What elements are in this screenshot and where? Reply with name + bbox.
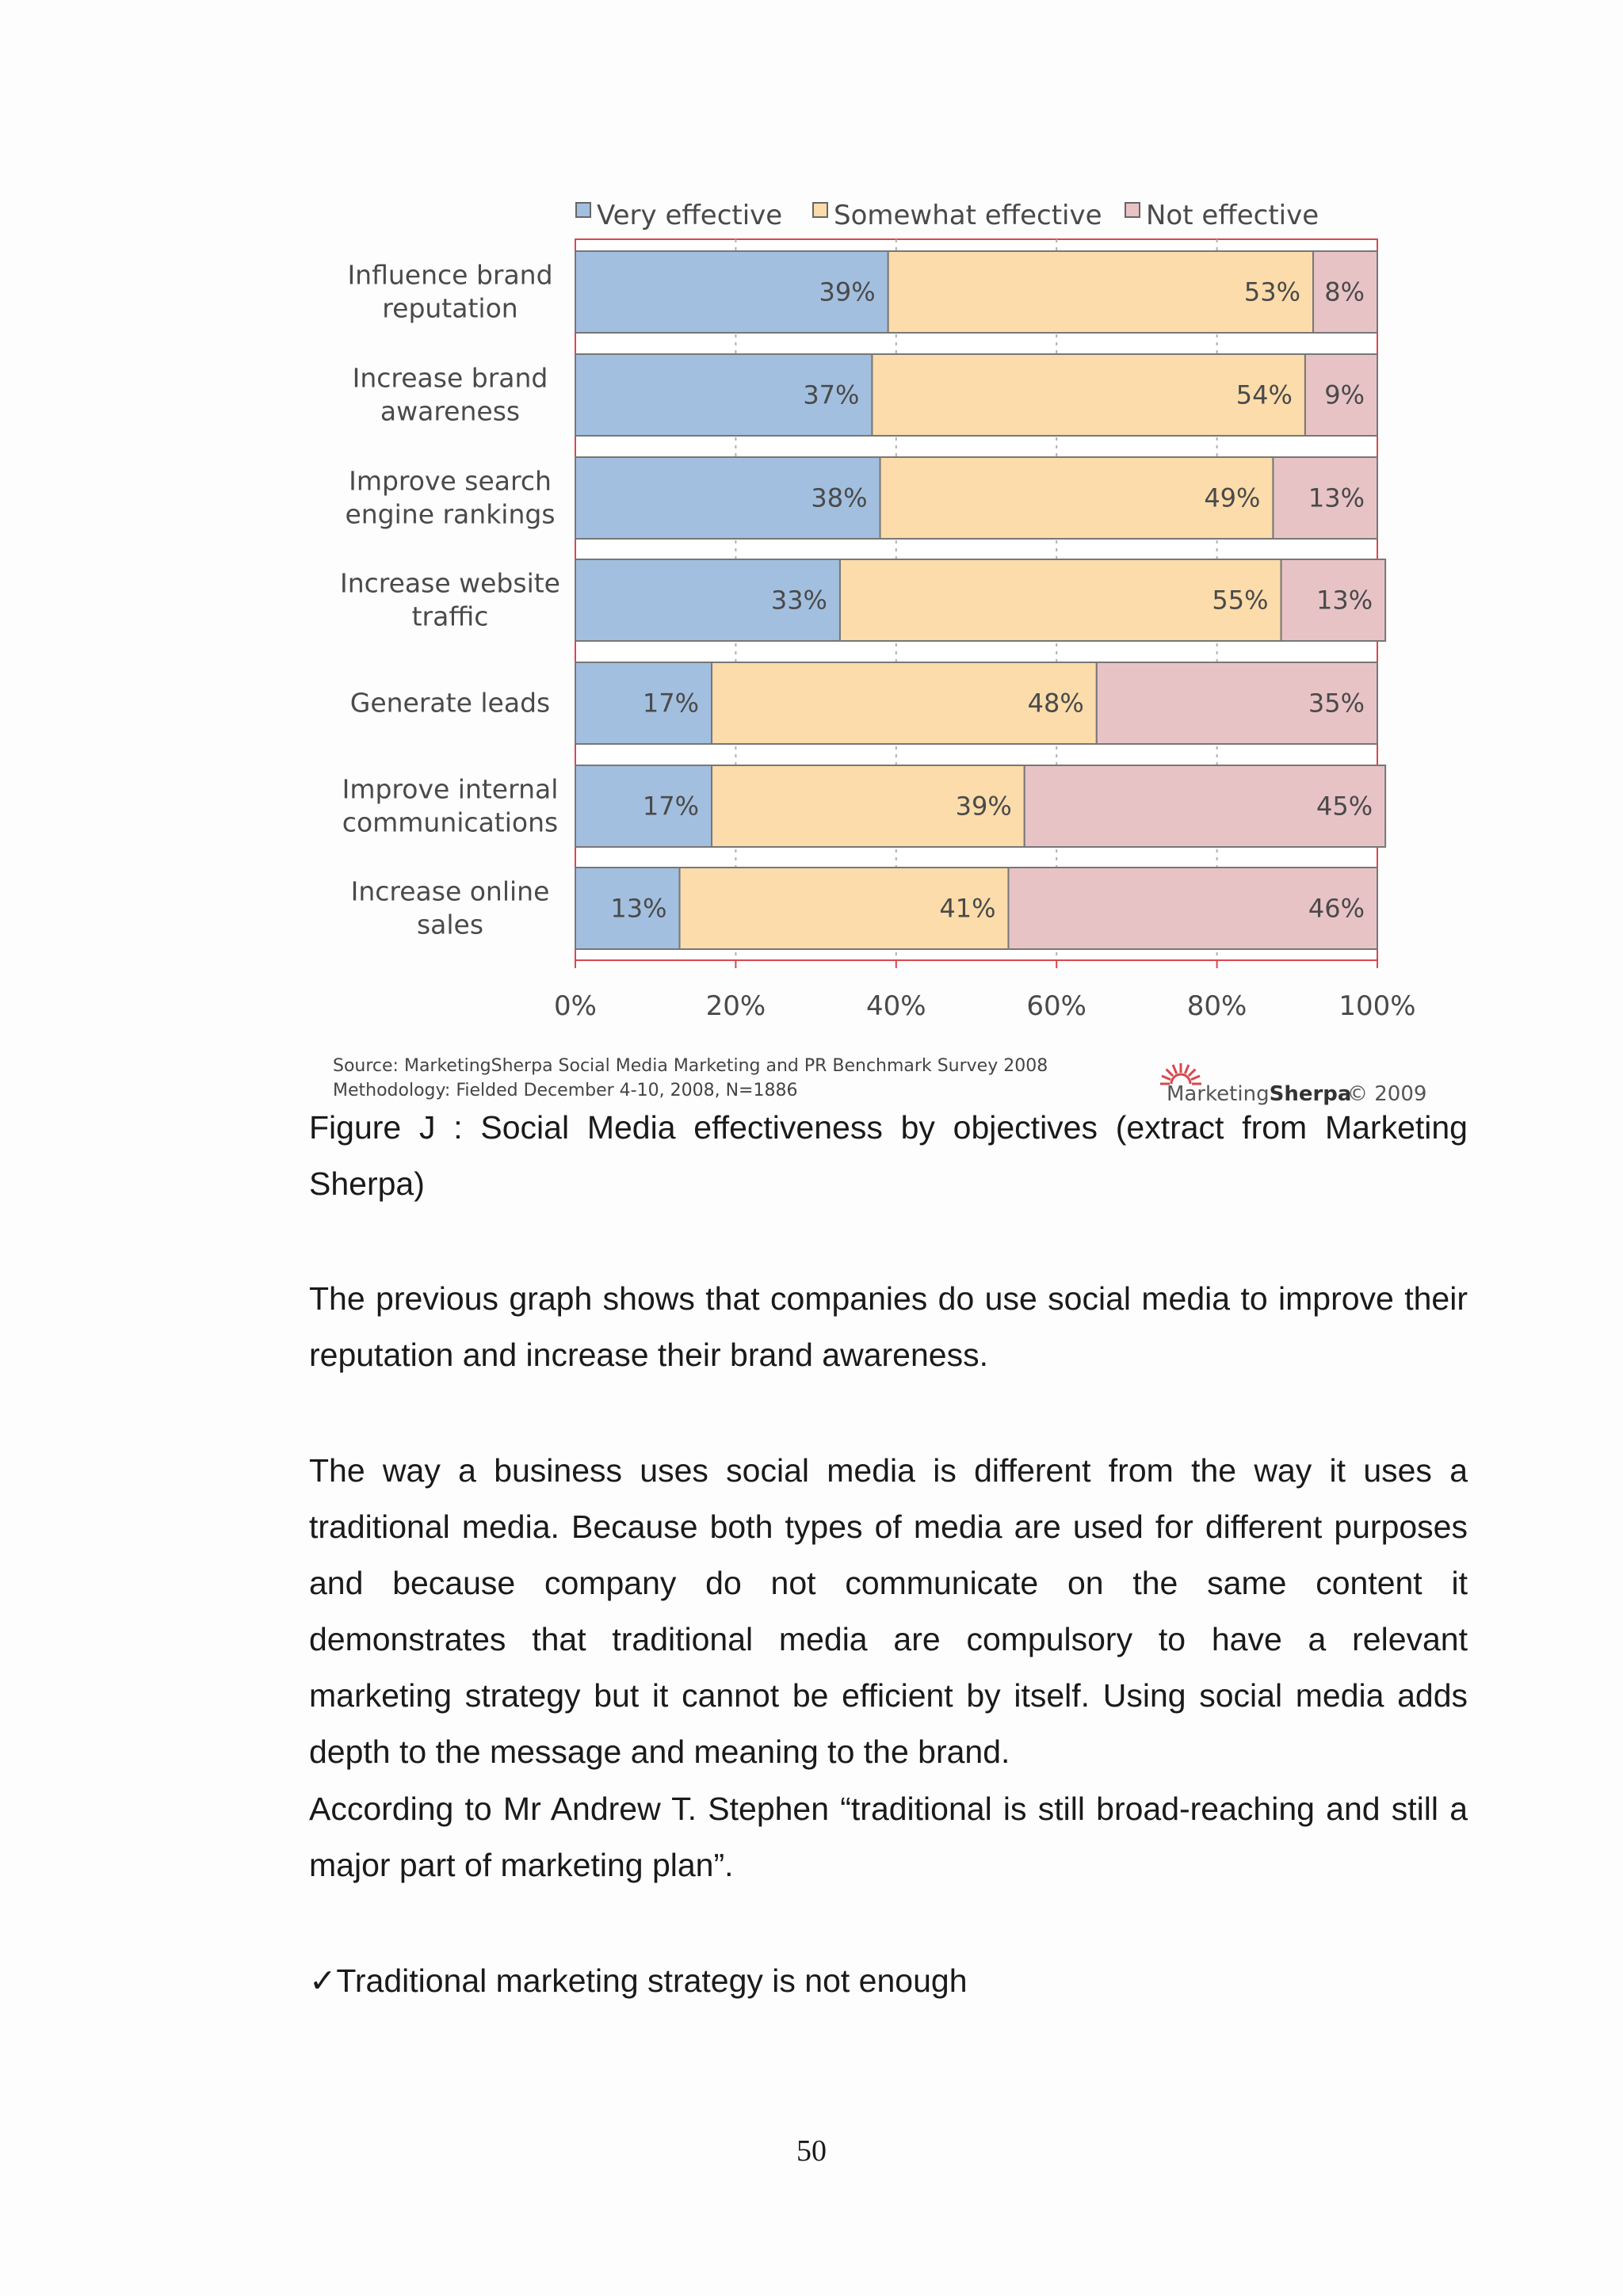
figure-caption bbox=[309, 1100, 1468, 1212]
data-label: 17% bbox=[642, 688, 700, 719]
paragraph-1 bbox=[309, 1271, 1468, 1383]
bar-chart bbox=[317, 182, 1442, 1133]
category-label-line: sales bbox=[416, 909, 484, 940]
data-label: 54% bbox=[1235, 379, 1293, 410]
data-label: 39% bbox=[955, 791, 1012, 822]
para1-line: The previous graph shows that companies do use social media to improve their bbox=[309, 1280, 1468, 1317]
category-label-line: communications bbox=[342, 807, 559, 838]
x-tick-label: 100% bbox=[1338, 990, 1416, 1022]
x-tick-label: 60% bbox=[1026, 990, 1086, 1022]
logo-part-2: Sherpa bbox=[1269, 1082, 1352, 1106]
data-label: 48% bbox=[1027, 688, 1084, 719]
chart-plot-area bbox=[340, 239, 1416, 1022]
category-label-line: Improve internal bbox=[342, 773, 559, 805]
legend-label: Not effective bbox=[1146, 200, 1319, 231]
logo-part-1: Marketing bbox=[1167, 1082, 1270, 1106]
para1-line: reputation and increase their brand awareness. bbox=[309, 1337, 988, 1373]
category-label bbox=[345, 466, 555, 530]
data-label: 55% bbox=[1212, 585, 1269, 616]
sun-ray bbox=[1185, 1065, 1189, 1074]
para3-line: major part of marketing plan”. bbox=[309, 1847, 734, 1883]
para3-line: According to Mr Andrew T. Stephen “traditional is still broad-reaching and still a bbox=[309, 1791, 1468, 1827]
paragraph-2 bbox=[309, 1443, 1468, 1780]
data-label: 38% bbox=[811, 482, 868, 513]
sun-logo-icon bbox=[1160, 1063, 1201, 1084]
data-label: 45% bbox=[1316, 791, 1373, 822]
sun-ray bbox=[1162, 1076, 1170, 1080]
category-label bbox=[340, 568, 560, 632]
chart-legend bbox=[576, 200, 1319, 231]
source-note: Source: MarketingSherpa Social Media Marketing and PR Benchmark Survey 2008 bbox=[333, 1056, 1048, 1076]
category-label-line: engine rankings bbox=[345, 498, 556, 530]
category-label-line: Increase brand bbox=[352, 362, 548, 394]
data-label: 8% bbox=[1324, 277, 1365, 307]
category-label bbox=[347, 260, 552, 324]
data-label: 9% bbox=[1324, 379, 1365, 410]
logo-copyright: © 2009 bbox=[1347, 1082, 1427, 1106]
data-label: 13% bbox=[1308, 482, 1365, 513]
legend-swatch bbox=[813, 203, 827, 217]
para2-line: traditional media. Because both types of media are used for different purposes bbox=[309, 1508, 1468, 1545]
x-tick-label: 0% bbox=[554, 990, 597, 1022]
caption-line: Figure J : Social Media effectiveness by objectives (extract from Marketing bbox=[309, 1109, 1468, 1146]
para2-line: and because company do not communicate on the same content it bbox=[309, 1565, 1468, 1601]
para2-line: The way a business uses social media is different from the way it uses a bbox=[309, 1452, 1468, 1489]
sun-ray bbox=[1167, 1070, 1173, 1076]
category-label-line: Increase website bbox=[340, 567, 560, 599]
category-label-line: awareness bbox=[380, 395, 521, 427]
para2-line: depth to the message and meaning to the brand. bbox=[309, 1733, 1010, 1770]
legend-swatch bbox=[1125, 203, 1140, 217]
chart-source-notes bbox=[333, 1056, 1426, 1106]
sun-ray bbox=[1173, 1065, 1177, 1074]
bullet-point: ✓Traditional marketing strategy is not enough bbox=[309, 1962, 968, 1999]
category-label bbox=[353, 363, 548, 427]
category-label bbox=[342, 774, 559, 838]
category-label-line: Improve search bbox=[349, 465, 552, 497]
data-label: 13% bbox=[610, 893, 667, 924]
methodology-note: Methodology: Fielded December 4-10, 2008, N=1886 bbox=[333, 1081, 798, 1100]
sun-ray bbox=[1191, 1076, 1200, 1080]
category-label-line: Generate leads bbox=[349, 687, 551, 719]
sun-ray bbox=[1189, 1070, 1195, 1076]
data-label: 53% bbox=[1243, 277, 1301, 307]
caption-line: Sherpa) bbox=[309, 1165, 425, 1202]
category-label-line: reputation bbox=[382, 292, 518, 324]
category-label bbox=[351, 876, 550, 940]
data-label: 35% bbox=[1308, 688, 1365, 719]
data-label: 41% bbox=[939, 893, 996, 924]
para2-line: marketing strategy but it cannot be efficient by itself. Using social media adds bbox=[309, 1677, 1468, 1714]
x-tick-label: 40% bbox=[866, 990, 926, 1022]
category-label bbox=[350, 688, 550, 719]
data-label: 49% bbox=[1204, 482, 1261, 513]
data-label: 13% bbox=[1316, 585, 1373, 616]
data-label: 46% bbox=[1308, 893, 1365, 924]
category-label-line: Influence brand bbox=[347, 259, 553, 291]
legend-swatch bbox=[576, 203, 590, 217]
category-label-line: Increase online bbox=[350, 875, 550, 907]
data-label: 39% bbox=[819, 277, 876, 307]
legend-label: Somewhat effective bbox=[834, 200, 1102, 231]
data-label: 17% bbox=[642, 791, 700, 822]
data-label: 33% bbox=[770, 585, 827, 616]
page-number: 50 bbox=[796, 2134, 827, 2168]
x-tick-label: 20% bbox=[705, 990, 766, 1022]
x-tick-label: 80% bbox=[1186, 990, 1247, 1022]
data-label: 37% bbox=[803, 379, 860, 410]
legend-label: Very effective bbox=[597, 200, 783, 231]
paragraph-3 bbox=[309, 1781, 1468, 1894]
category-label-line: traffic bbox=[411, 601, 489, 632]
para2-line: demonstrates that traditional media are compulsory to have a relevant bbox=[309, 1621, 1468, 1657]
